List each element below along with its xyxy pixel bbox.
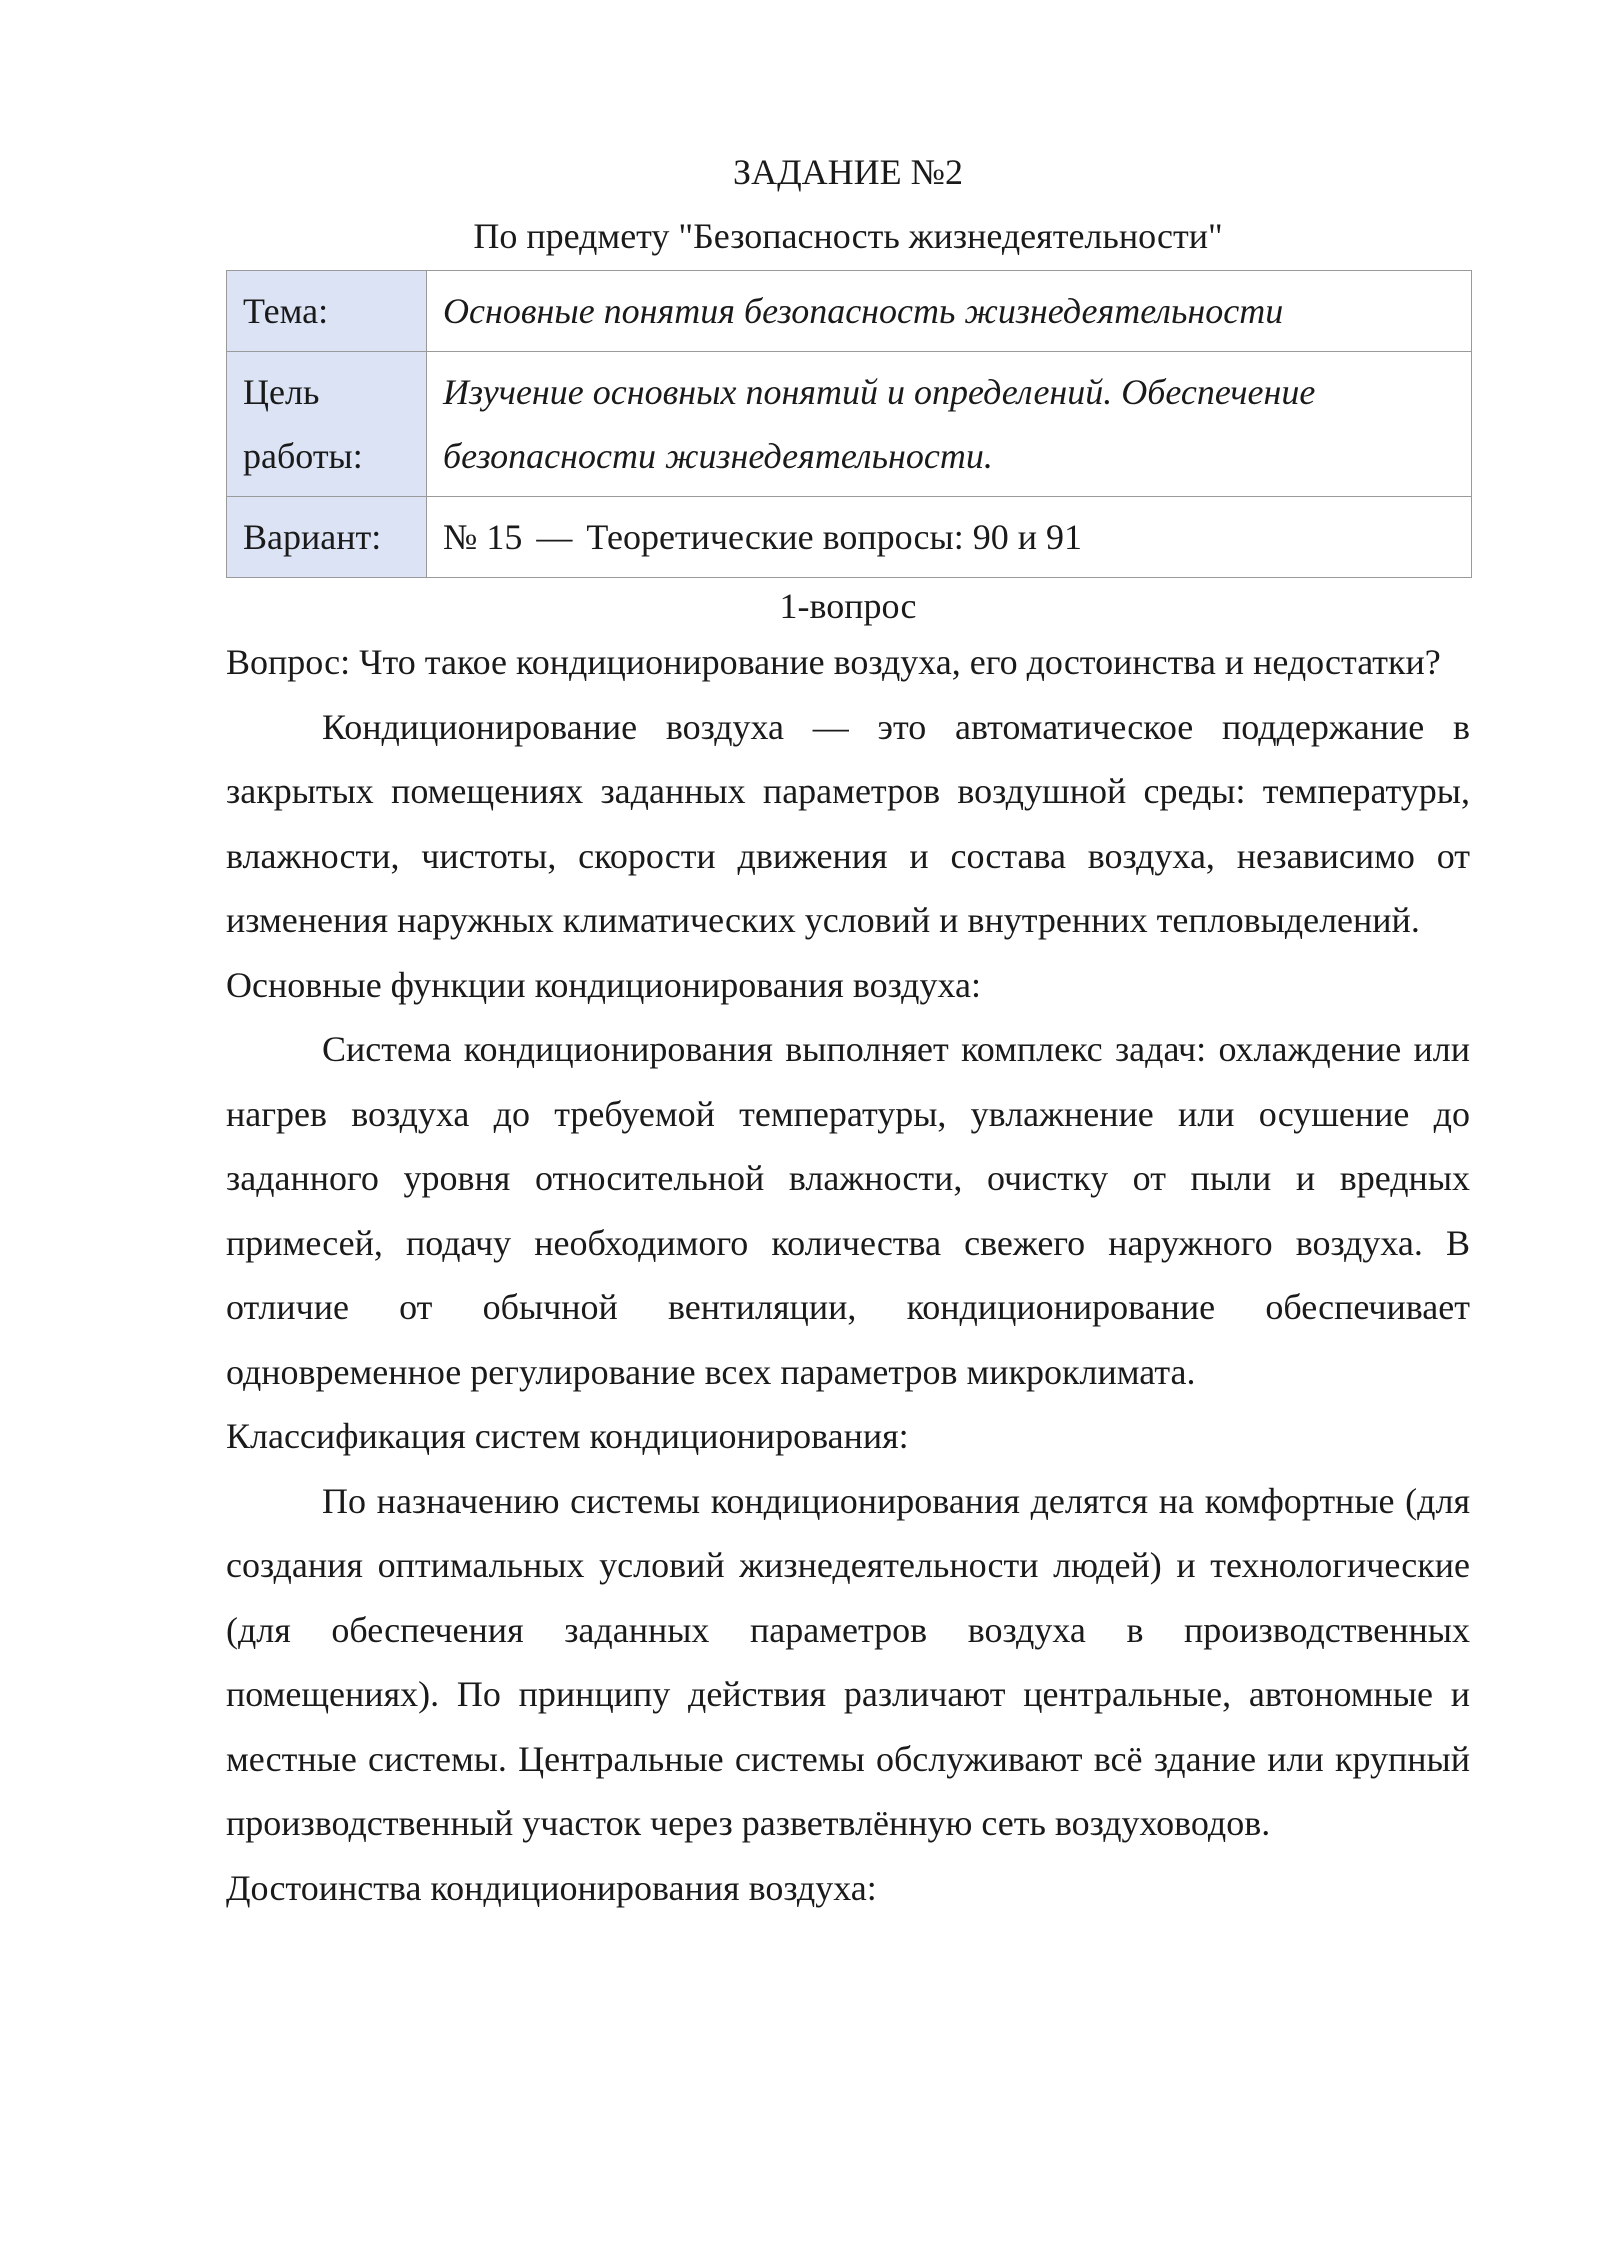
heading-functions: Основные функции кондиционирования воздуха: bbox=[226, 964, 981, 1005]
assignment-subject: По предмету "Безопасность жизнедеятельности" bbox=[473, 216, 1223, 256]
topic-label: Тема: bbox=[227, 271, 427, 352]
table-row-variant bbox=[227, 497, 1472, 578]
variant-label: Вариант: bbox=[227, 497, 427, 578]
topic-value: Основные понятия безопасность жизнедеятельности bbox=[427, 271, 1472, 352]
document-page bbox=[226, 140, 1470, 1920]
paragraph-classification: По назначению системы кондиционирования делятся на комфортные (для создания оптимальных условий жизнедеятельности людей) и технологические (для обеспечения заданных параметров воздуха в производственных помещениях). По принципу действия различают центральные, автономные и местные системы. Центральные системы обслуживают всё здание или крупный производственный участок через разветвлённую сеть воздуховодов. bbox=[226, 1480, 1470, 1843]
table-row-goal bbox=[227, 352, 1472, 497]
variant-number: № 15 bbox=[443, 517, 523, 557]
heading-advantages: Достоинства кондиционирования воздуха: bbox=[226, 1867, 877, 1908]
goal-value: Изучение основных понятий и определений. Обеспечение безопасности жизнедеятельности. bbox=[427, 352, 1472, 497]
assignment-title: ЗАДАНИЕ №2 bbox=[733, 152, 963, 192]
assignment-info-table bbox=[226, 270, 1472, 578]
variant-questions: Теоретические вопросы: 90 и 91 bbox=[586, 517, 1082, 557]
heading-classification: Классификация систем кондиционирования: bbox=[226, 1416, 909, 1456]
goal-label: Цель работы: bbox=[227, 352, 427, 497]
paragraph-functions: Система кондиционирования выполняет комплекс задач: охлаждение или нагрев воздуха до требуемой температуры, увлажнение или осушение до заданного уровня относительной влажности, очистку от пыли и вредных примесей, подачу необходимого количества свежего наружного воздуха. В отличие от обычной вентиляции, кондиционирование обеспечивает одновременное регулирование всех параметров микроклимата. bbox=[226, 1029, 1470, 1392]
paragraph-definition: Кондиционирование воздуха — это автоматическое поддержание в закрытых помещениях заданных параметров воздушной среды: температуры, влажности, чистоты, скорости движения и состава воздуха, независимо от изменения наружных климатических условий и внутренних тепловыделений. bbox=[226, 706, 1470, 940]
table-row-topic bbox=[227, 271, 1472, 352]
variant-dash: — bbox=[536, 517, 573, 557]
question-heading: 1-вопрос bbox=[779, 586, 917, 626]
variant-value bbox=[427, 497, 1472, 578]
question-text: Вопрос: Что такое кондиционирование воздуха, его достоинства и недостатки? bbox=[226, 642, 1441, 682]
